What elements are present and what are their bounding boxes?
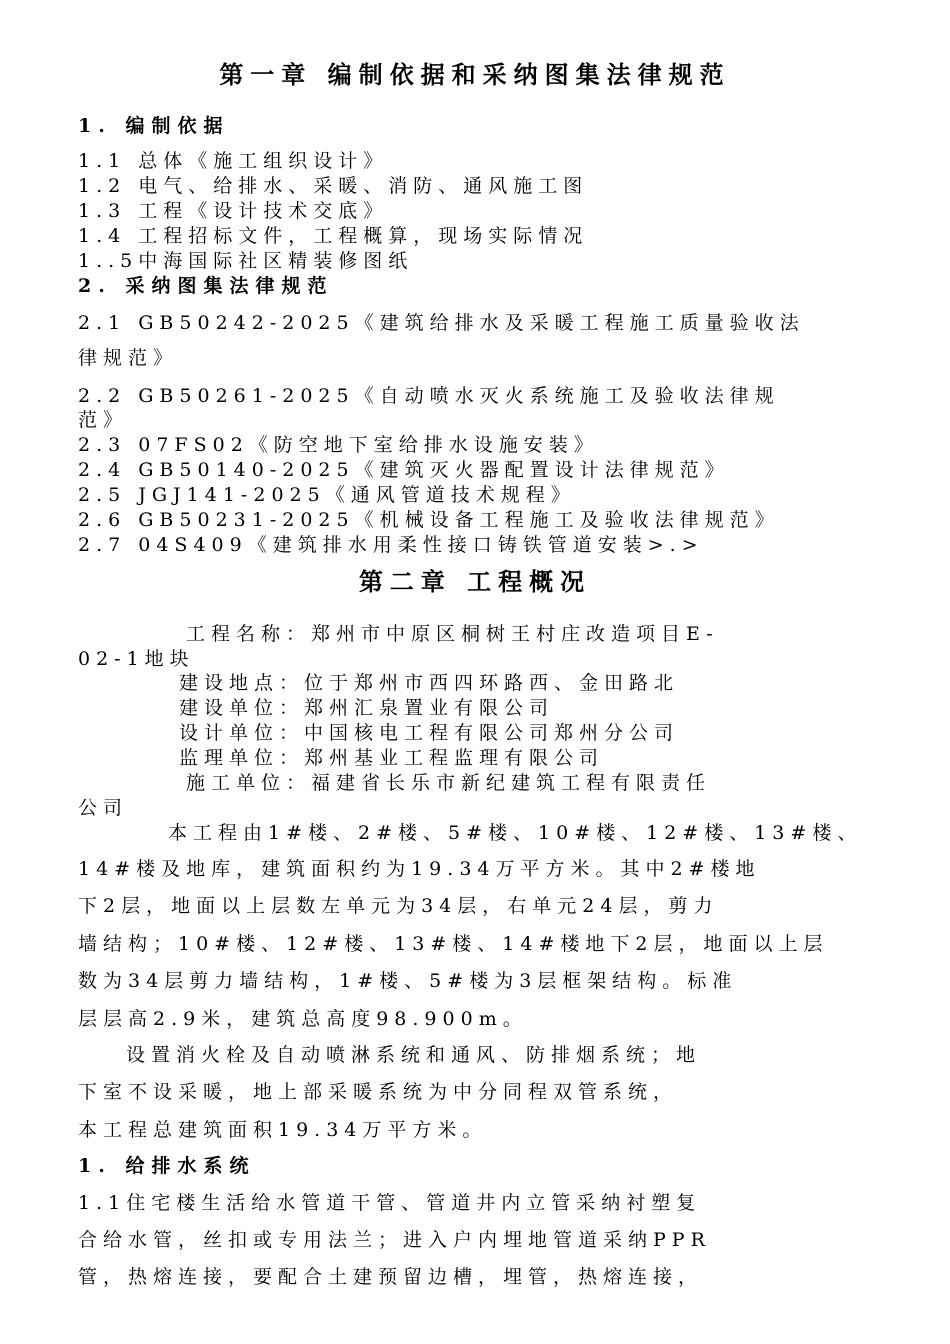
project-info-line: 监理单位：郑州基业工程监理有限公司 bbox=[179, 747, 605, 769]
paragraph-line: 下室不设采暖，地上部采暖系统为中分同程双管系统， bbox=[78, 1081, 679, 1103]
list-item: 1..5中海国际社区精装修图纸 bbox=[78, 250, 414, 272]
paragraph-line: 本工程总建筑面积19.34万平方米。 bbox=[78, 1119, 488, 1141]
paragraph-line: 1.1住宅楼生活给水管道干管、管道井内立管采纳衬塑复 bbox=[78, 1192, 702, 1214]
paragraph-line: 下2层，地面以上层数左单元为34层，右单元24层，剪力 bbox=[78, 895, 719, 917]
list-item: 2.3 07FS02《防空地下室给排水设施安装》 bbox=[78, 434, 599, 456]
list-item: 1.4 工程招标文件，工程概算，现场实际情况 bbox=[78, 225, 589, 247]
project-info-line: 设计单位：中国核电工程有限公司郑州分公司 bbox=[179, 722, 680, 744]
list-item: 2.5 JGJ141-2025《通风管道技术规程》 bbox=[78, 484, 576, 506]
project-info-line: 建设单位：郑州汇泉置业有限公司 bbox=[179, 697, 555, 719]
list-item: 2.4 GB50140-2025《建筑灭火器配置设计法律规范》 bbox=[78, 459, 730, 481]
project-info-line: 建设地点：位于郑州市西四环路西、金田路北 bbox=[179, 672, 680, 694]
list-item: 2.6 GB50231-2025《机械设备工程施工及验收法律规范》 bbox=[78, 509, 780, 531]
project-info-line: 02-1地块 bbox=[78, 648, 195, 670]
list-item: 1.3 工程《设计技术交底》 bbox=[78, 200, 389, 222]
paragraph-line: 设置消火栓及自动喷淋系统和通风、防排烟系统；地 bbox=[126, 1044, 702, 1066]
project-info-line: 施工单位：福建省长乐市新纪建筑工程有限责任 bbox=[186, 772, 712, 794]
project-info-line: 公司 bbox=[78, 797, 129, 819]
list-item-continuation: 律规范》 bbox=[78, 347, 179, 369]
paragraph-line: 合给水管，丝扣或专用法兰；进入户内埋地管道采纳PPR bbox=[78, 1229, 711, 1251]
list-item: 1.2 电气、给排水、采暖、消防、通风施工图 bbox=[78, 175, 589, 197]
project-info-line: 工程名称：郑州市中原区桐树王村庄改造项目E- bbox=[186, 623, 719, 645]
list-item: 2.1 GB50242-2025《建筑给排水及采暖工程施工质量验收法 bbox=[78, 312, 805, 334]
section-heading: 1. 编制依据 bbox=[78, 115, 230, 137]
paragraph-line: 管，热熔连接，要配合土建预留边槽，埋管，热熔连接， bbox=[78, 1266, 704, 1288]
section-heading: 1. 给排水系统 bbox=[78, 1155, 256, 1177]
paragraph-line: 墙结构；10#楼、12#楼、13#楼、14#楼地下2层，地面以上层 bbox=[78, 933, 829, 955]
paragraph-line: 14#楼及地库，建筑面积约为19.34万平方米。其中2#楼地 bbox=[78, 858, 761, 880]
list-item: 1.1 总体《施工组织设计》 bbox=[78, 150, 389, 172]
chapter2-title: 第二章 工程概况 bbox=[358, 567, 592, 596]
paragraph-line: 本工程由1#楼、2#楼、5#楼、10#楼、12#楼、13#楼、 bbox=[168, 822, 863, 844]
section-heading: 2. 采纳图集法律规范 bbox=[78, 275, 334, 297]
list-item: 2.2 GB50261-2025《自动喷水灭火系统施工及验收法律规 bbox=[78, 385, 780, 407]
chapter1-title: 第一章 编制依据和采纳图集法律规范 bbox=[219, 60, 731, 89]
list-item-continuation: 范》 bbox=[78, 409, 129, 431]
paragraph-line: 数为34层剪力墙结构，1#楼、5#楼为3层框架结构。标准 bbox=[78, 970, 738, 992]
paragraph-line: 层层高2.9米，建筑总高度98.900m。 bbox=[78, 1008, 528, 1030]
list-item: 2.7 04S409《建筑排水用柔性接口铸铁管道安装>.> bbox=[78, 534, 704, 556]
